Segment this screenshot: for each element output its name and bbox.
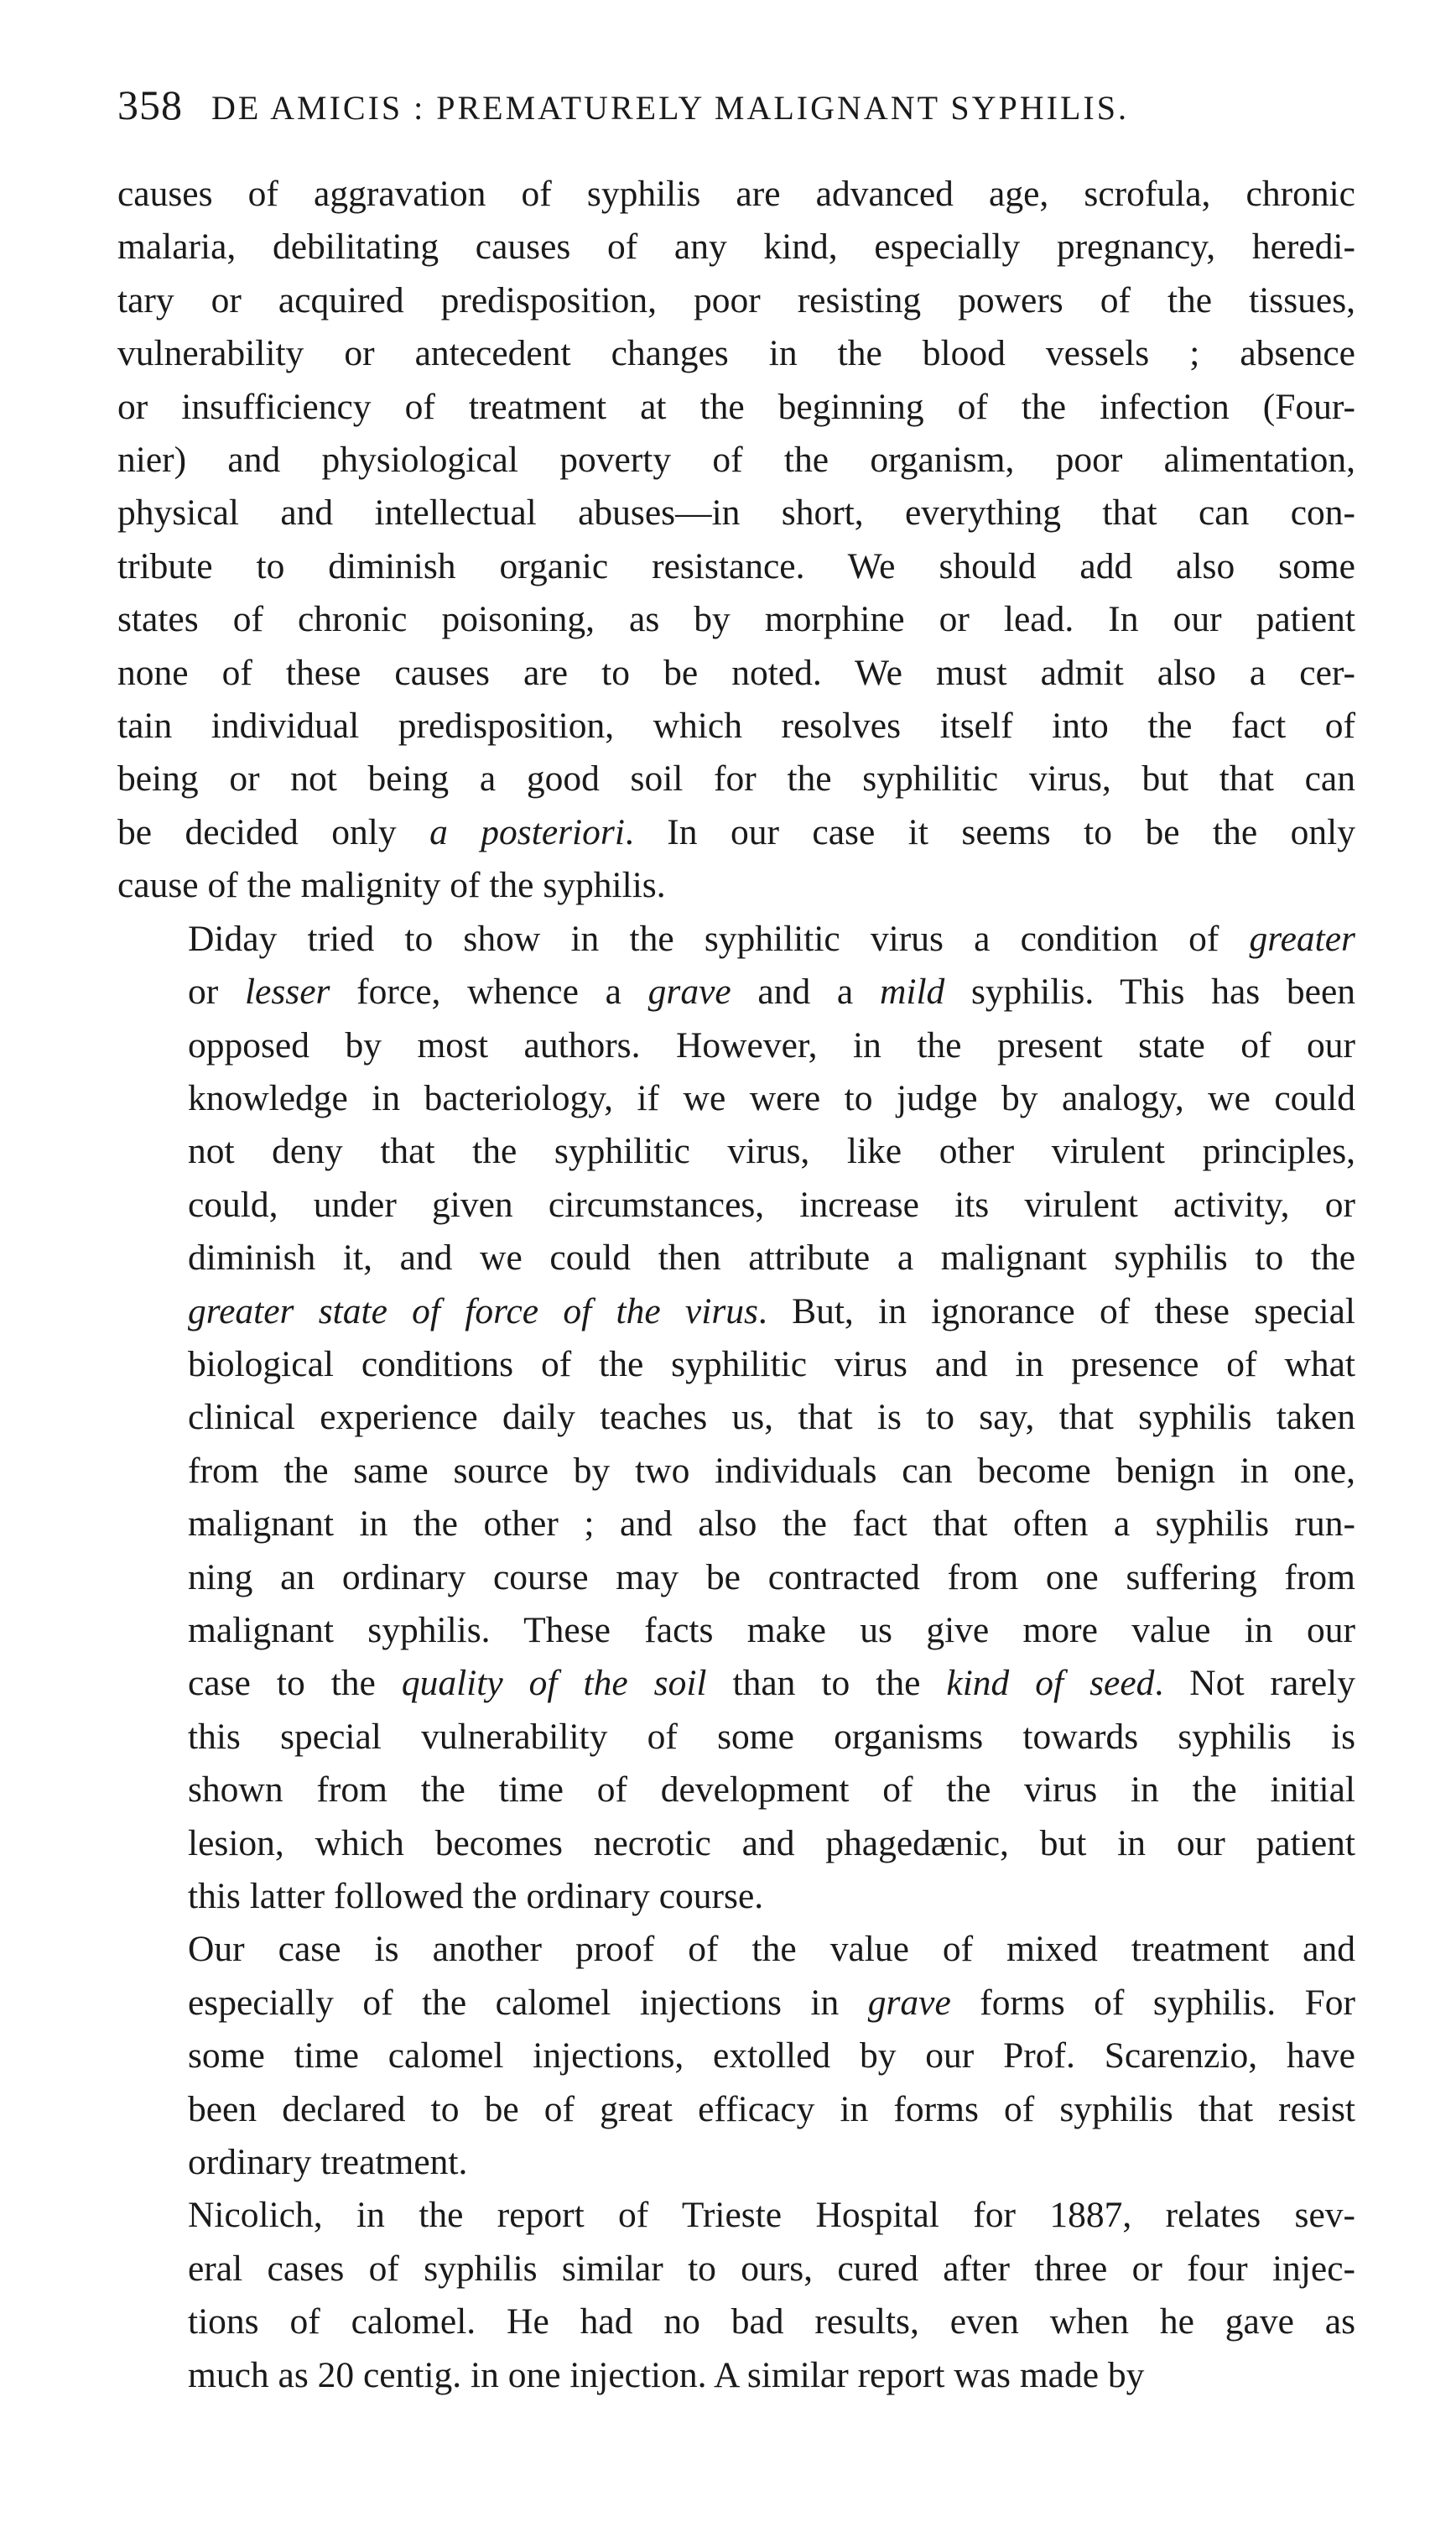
text-line: case to the quality of the soil than to the kind of seed. Not rarely <box>188 1663 1355 1704</box>
body-text <box>117 168 1355 2402</box>
running-head <box>117 81 1355 129</box>
text-line: greater state of force of the virus. But, in ignorance of these special <box>188 1290 1355 1331</box>
page-number: 358 <box>117 81 183 128</box>
text-line: states of chronic poisoning, as by morphine or lead. In our patient <box>117 599 1355 640</box>
text-line: cause of the malignity of the syphilis. <box>117 865 666 906</box>
paragraph <box>117 168 1355 913</box>
running-title: DE AMICIS : PREMATURELY MALIGNANT SYPHILIS. <box>211 89 1129 127</box>
text-line: tain individual predisposition, which resolves itself into the fact of <box>117 706 1355 747</box>
text-line: causes of aggravation of syphilis are advanced age, scrofula, chronic <box>117 174 1355 214</box>
text-line: lesion, which becomes necrotic and phagedænic, but in our patient <box>188 1822 1355 1863</box>
text-line: Diday tried to show in the syphilitic virus a condition of greater <box>188 918 1355 959</box>
text-line: malignant in the other ; and also the fact that often a syphilis run- <box>188 1503 1355 1545</box>
text-line: Our case is another proof of the value of mixed treatment and <box>188 1929 1355 1970</box>
text-line: nier) and physiological poverty of the organism, poor alimentation, <box>117 440 1355 481</box>
text-line: especially of the calomel injections in grave forms of syphilis. For <box>188 1982 1355 2023</box>
text-line: knowledge in bacteriology, if we were to judge by analogy, we could <box>188 1077 1355 1118</box>
text-line: none of these causes are to be noted. We must admit also a cer- <box>117 652 1355 693</box>
text-line: not deny that the syphilitic virus, like other virulent principles, <box>188 1131 1355 1172</box>
text-line: vulnerability or antecedent changes in the blood vessels ; absence <box>117 333 1355 374</box>
text-line: biological conditions of the syphilitic virus and in presence of what <box>188 1343 1355 1384</box>
text-line: ning an ordinary course may be contracted from one suffering from <box>188 1556 1355 1597</box>
text-line: could, under given circumstances, increase its virulent activity, or <box>188 1184 1355 1225</box>
text-line: tribute to diminish organic resistance. We should add also some <box>117 545 1355 586</box>
text-line: being or not being a good soil for the syphilitic virus, but that can <box>117 758 1355 800</box>
text-line: shown from the time of development of the virus in the initial <box>188 1769 1355 1811</box>
text-line: malaria, debilitating causes of any kind, especially pregnancy, heredi- <box>117 227 1355 268</box>
paragraph <box>117 1923 1355 2189</box>
text-line: eral cases of syphilis similar to ours, cured after three or four injec- <box>188 2248 1355 2289</box>
text-line: from the same source by two individuals can become benign in one, <box>188 1450 1355 1491</box>
text-line: this latter followed the ordinary course. <box>188 1876 764 1916</box>
text-line: be decided only a posteriori. In our case it seems to be the only <box>117 811 1355 852</box>
text-line: this special vulnerability of some organisms towards syphilis is <box>188 1716 1355 1757</box>
text-line: been declared to be of great efficacy in forms of syphilis that resist <box>188 2088 1355 2129</box>
text-line: tions of calomel. He had no bad results, even when he gave as <box>188 2301 1355 2342</box>
text-line: or insufficiency of treatment at the beginning of the infection (Four- <box>117 386 1355 427</box>
text-line: or lesser force, whence a grave and a mild syphilis. This has been <box>188 972 1355 1013</box>
paragraph <box>117 2189 1355 2402</box>
text-line: ordinary treatment. <box>188 2142 468 2183</box>
text-line: much as 20 centig. in one injection. A similar report was made by <box>188 2354 1145 2395</box>
text-line: Nicolich, in the report of Trieste Hospital for 1887, relates sev- <box>188 2195 1355 2236</box>
text-line: tary or acquired predisposition, poor resisting powers of the tissues, <box>117 279 1355 320</box>
text-line: some time calomel injections, extolled by our Prof. Scarenzio, have <box>188 2035 1355 2076</box>
text-line: clinical experience daily teaches us, that is to say, that syphilis taken <box>188 1397 1355 1438</box>
text-line: malignant syphilis. These facts make us give more value in our <box>188 1609 1355 1650</box>
book-page <box>117 81 1355 2402</box>
text-line: physical and intellectual abuses—in short, everything that can con- <box>117 492 1355 534</box>
text-line: diminish it, and we could then attribute a malignant syphilis to the <box>188 1238 1355 1279</box>
paragraph <box>117 913 1355 1924</box>
text-line: opposed by most authors. However, in the present state of our <box>188 1024 1355 1066</box>
